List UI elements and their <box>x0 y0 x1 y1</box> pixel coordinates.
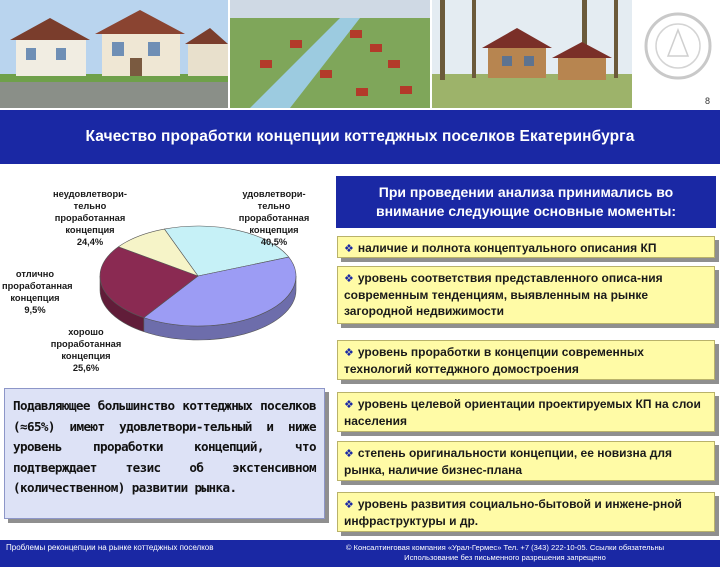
bullet-mark-icon: ❖ <box>344 347 354 359</box>
pie-label-good: хорошо проработанная концепция 25,6% <box>50 327 122 373</box>
bullet-mark-icon: ❖ <box>344 273 354 285</box>
bullet-mark-icon: ❖ <box>344 448 354 460</box>
bullet-text: уровень развития социально-бытовой и инжене-рной инфраструктуры и др. <box>344 497 682 528</box>
pie-label-excellent: отлично проработанная концепция 9,5% <box>2 269 73 315</box>
pie-label-satisfactory: удовлетвори- тельно проработанная концепция 40,5% <box>238 189 310 247</box>
intro-text: При проведении анализа принимались во внимание следующие основные моменты: <box>375 184 676 219</box>
settlement-plan-photo <box>230 0 430 108</box>
footer-copyright-line2: Использование без письменного разрешения запрещено <box>404 553 606 562</box>
bullet-text: наличие и полнота концептуального описания КП <box>357 241 657 255</box>
bullet-concept-completeness <box>337 236 715 258</box>
wooden-houses-photo <box>432 0 632 108</box>
bullet-mark-icon: ❖ <box>344 399 354 411</box>
conclusion-text: Подавляющее большинство коттеджных поселков (≈65%) имеют удовлетвори-тельный и ниже уровень проработки концепций, что подтверждает тезис об экстенсивном (количественном) развитии рынка. <box>13 398 316 495</box>
pie-label-unsatisfactory: неудовлетвори- тельно проработанная концепция 24,4% <box>53 189 127 247</box>
page-number: 8 <box>704 96 710 106</box>
bullet-mark-icon: ❖ <box>344 243 354 255</box>
intro-box <box>336 176 716 228</box>
cottage-photo <box>0 0 228 108</box>
bullet-text: степень оригинальности концепции, ее новизна для рынка, наличие бизнес-плана <box>344 446 672 477</box>
company-logo-seal <box>634 0 720 108</box>
bullet-originality <box>337 441 715 481</box>
bullet-mark-icon: ❖ <box>344 499 354 511</box>
footer-copyright <box>300 543 710 563</box>
bullet-target-audience <box>337 392 715 432</box>
bullet-technology <box>337 340 715 380</box>
bullet-infrastructure <box>337 492 715 532</box>
footer-copyright-line1: © Консалтинговая компания «Урал-Гермес» Тел. +7 (343) 222-10-05. Ссылки обязательны <box>345 543 665 552</box>
conclusion-box <box>4 388 325 519</box>
page-title: Качество проработки концепции коттеджных поселков Екатеринбурга <box>85 128 635 145</box>
bullet-text: уровень проработки в концепции современных технологий коттеджного домостроения <box>344 345 644 376</box>
footer <box>0 540 720 567</box>
bullet-trend-compliance <box>337 266 715 324</box>
bullet-text: уровень соответствия представленного описа-ния современным тенденциям, выявленным на рынке загородной недвижимости <box>344 271 663 318</box>
title-bar <box>0 110 720 164</box>
bullet-text: уровень целевой ориентации проектируемых КП на слои населения <box>344 397 701 428</box>
footer-presentation-title: Проблемы реконцепции на рынке коттеджных поселков <box>6 543 214 552</box>
